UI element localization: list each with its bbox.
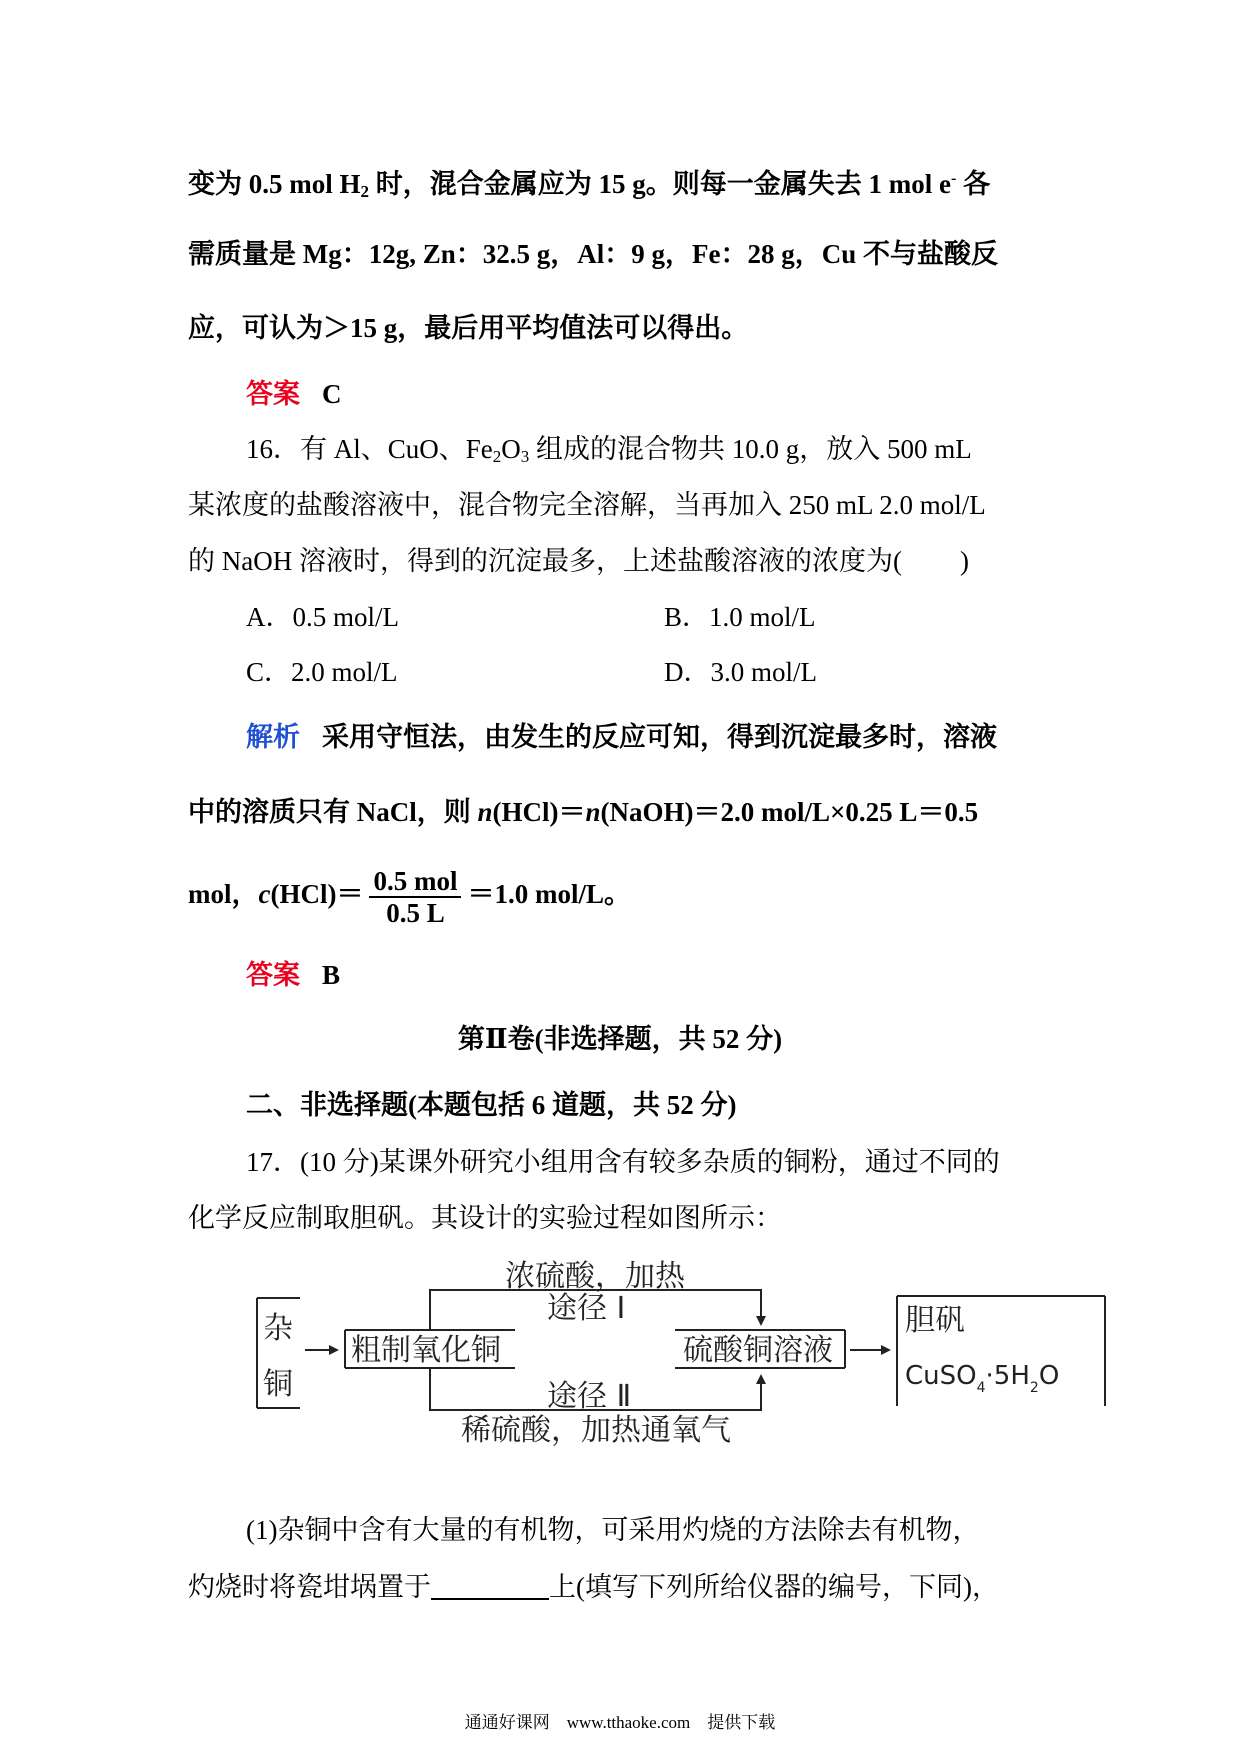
answer-blank[interactable] — [431, 1572, 549, 1600]
process-diagram — [255, 1258, 1115, 1458]
cuso4-solution-label: 硫酸铜溶液 — [683, 1333, 833, 1368]
option-c: C．2.0 mol/L — [246, 657, 398, 687]
analysis-continued-line-3: 应，可认为＞15 g，最后用平均值法可以得出。 — [188, 313, 749, 343]
product-formula: $CuSO_4\cdot 5H_2O$ — [905, 1361, 1060, 1396]
question-16-line-1: 16．有 Al、CuO、$Fe_2O_3$ 组成的混合物共 10.0 g，放入 500 mL — [246, 434, 972, 466]
answer-label: 答案 — [246, 960, 300, 990]
answer-c — [246, 377, 342, 411]
question-17-line-2: 化学反应制取胆矾。其设计的实验过程如图所示： — [188, 1203, 782, 1233]
answer-b — [246, 958, 340, 992]
analysis-line-3: mol，c(HCl)＝ $\frac{\text{0.5 mol}}{0.5 L}$ ＝1.0 mol/L。 — [188, 865, 631, 928]
answer-label: 答案 — [246, 379, 300, 409]
fraction: $\frac{\text{0.5 mol}}{0.5 L}$ — [369, 866, 461, 928]
question-16-line-3: 的 NaOH 溶液时，得到的沉淀最多，上述盐酸溶液的浓度为( ) — [188, 546, 969, 576]
crude-cuo-label: 粗制氧化铜 — [351, 1333, 501, 1368]
answer-value: B — [322, 960, 341, 990]
analysis-line-2: 中的溶质只有 NaCl，则 n(HCl)＝n(NaOH)＝2.0 mol/L×0.25 L＝0.5 — [188, 797, 979, 827]
answer-value: C — [322, 379, 342, 409]
question-16-line-2: 某浓度的盐酸溶液中，混合物完全溶解，当再加入 250 mL 2.0 mol/L — [188, 490, 986, 520]
arrow-to-crude — [329, 1345, 339, 1355]
route-1-name: 途径 Ⅰ — [547, 1291, 626, 1326]
subquestion-1-line-2: 灼烧时将瓷坩埚置于 上(填写下列所给仪器的编号，下同)， — [188, 1572, 999, 1602]
option-b: B．1.0 mol/L — [664, 602, 816, 632]
arrow-to-product — [881, 1345, 891, 1355]
section-title: 第Ⅱ卷(非选择题，共 52 分) — [457, 1024, 783, 1054]
route-2-condition: 稀硫酸，加热通氧气 — [461, 1413, 731, 1448]
analysis-continued-line-1: 变为 0.5 mol $H_2$ 时，混合金属应为 15 g。则每一金属失去 1 mol e- 各 — [188, 169, 991, 201]
analysis-line-1: 解析 采用守恒法，由发生的反应可知，得到沉淀最多时，溶液 — [246, 722, 997, 752]
start-label-bottom: 铜 — [263, 1367, 293, 1402]
start-label-top: 杂 — [263, 1311, 293, 1346]
analysis-label: 解析 — [246, 722, 300, 752]
question-17-line-1: 17．(10 分)某课外研究小组用含有较多杂质的铜粉，通过不同的 — [246, 1147, 1000, 1177]
route-1-condition: 浓硫酸，加热 — [505, 1259, 685, 1294]
route-2-name: 途径 Ⅱ — [547, 1379, 632, 1414]
arrow-route-1 — [756, 1316, 766, 1326]
part-heading: 二、非选择题(本题包括 6 道题，共 52 分) — [246, 1090, 737, 1120]
footer-credit: 通通好课网 www.tthaoke.com 提供下载 — [464, 1713, 776, 1732]
analysis-continued-line-2: 需质量是 Mg：12g, Zn：32.5 g，Al：9 g，Fe：28 g，Cu 不与盐酸反 — [188, 239, 998, 269]
subquestion-1-line-1: (1)杂铜中含有大量的有机物，可采用灼烧的方法除去有机物， — [246, 1515, 980, 1545]
arrow-route-2 — [756, 1374, 766, 1384]
option-d: D．3.0 mol/L — [664, 657, 817, 687]
product-name: 胆矾 — [905, 1303, 965, 1338]
option-a: A．0.5 mol/L — [246, 602, 399, 632]
